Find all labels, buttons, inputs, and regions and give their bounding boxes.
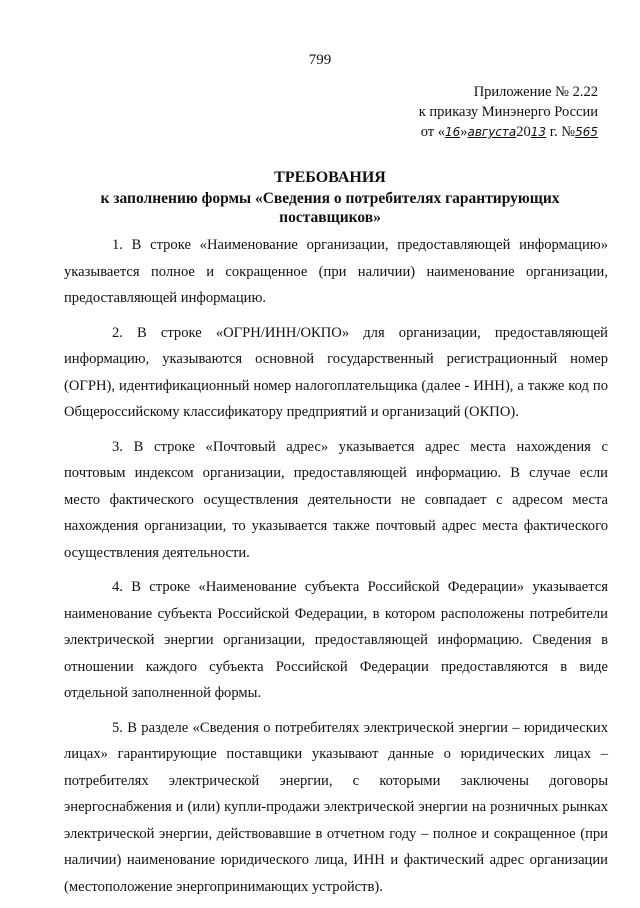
date-prefix: от « [420, 124, 445, 140]
paragraph-4: 4. В строке «Наименование субъекта Российской Федерации» указывается наименование субъекта Российской Федерации, в котором расположены потребители электрической энергии организации, предоставляющей информацию. Сведения в отношении каждого субъекта Российской Федерации предоставляются в виде отдельной заполненной формы. [64, 579, 608, 701]
paragraph-2: 2. В строке «ОГРН/ИНН/ОКПО» для организации, предоставляющей информацию, указываются основной государственный регистрационный номер (ОГРН), идентификационный номер налогоплательщика (далее - ИНН), а также код по Общероссийскому классификатору предприятий и организаций (ОКПО). [64, 324, 608, 420]
date-mid: » [460, 124, 468, 140]
date-year-prefix: 20 [516, 124, 531, 140]
paragraph-1: 1. В строке «Наименование организации, предоставляющей информацию» указывается полное и сокращенное (при наличии) наименование организации, предоставляющей информацию. [64, 237, 608, 306]
date-month-handwritten: августа [467, 125, 517, 139]
page-number: 799 [308, 52, 332, 68]
title-subheading: к заполнению формы «Сведения о потребителях гарантирующих поставщиков» [100, 190, 560, 226]
annex-order-reference: к приказу Минэнерго России [418, 104, 598, 120]
title-heading: ТРЕБОВАНИЯ [274, 169, 386, 186]
date-day-handwritten: 16 [444, 125, 461, 139]
paragraph-3: 3. В строке «Почтовый адрес» указывается адрес места нахождения с почтовым индексом организации, предоставляющей информацию. В случае если место фактического осуществления деятельности не совпадает с адресом места нахождения организации, то указывается также почтовый адрес места фактического осуществления деятельности. [64, 438, 608, 561]
order-number-handwritten: 565 [575, 125, 598, 139]
paragraph-5: 5. В разделе «Сведения о потребителях электрической энергии – юридических лицах» гарантирующие поставщики указывают данные о юридических лицах – потребителях электрической энергии, с которыми заключены договоры энергоснабжения и (или) купли-продажи электрической энергии на розничных рынках электрической энергии, действовавшие в отчетном году – полное и сокращенное (при наличии) наименование юридического лица, ИНН и фактический адрес организации (местоположение энергопринимающих устройств). [64, 719, 608, 895]
date-year-handwritten: 13 [530, 125, 547, 139]
document-title [60, 168, 600, 227]
annex-title: Приложение № 2.22 [473, 84, 598, 100]
annex-date-line [378, 122, 598, 142]
annex-header [378, 82, 598, 142]
document-body [64, 232, 608, 908]
date-suffix: г. № [546, 124, 576, 140]
